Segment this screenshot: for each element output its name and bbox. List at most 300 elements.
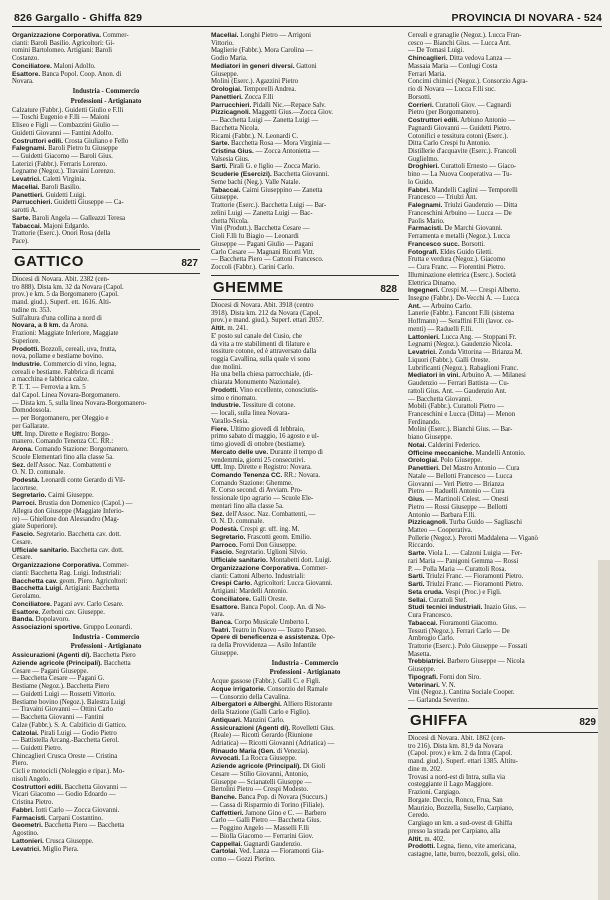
text-line: Segretario. Frascotti geom. Emilio. xyxy=(211,533,312,541)
text-line: Uff. Imp. Dirette e Registro: Novara. xyxy=(211,464,312,472)
page-edge xyxy=(598,560,610,900)
text-line: — Cura Franc. — Fiorentini Pietro. xyxy=(408,264,506,272)
text-line: Falegnami. Baroli Pietro fu Giuseppe xyxy=(12,145,118,153)
text-line: — locali, sulla linea Novara- xyxy=(211,410,290,418)
text-line: Avvocati. La Rocca Giuseppe. xyxy=(211,755,297,763)
text-line: Cristina Gius. — Zocca Antonietta — xyxy=(211,148,320,156)
text-line: Novara. xyxy=(12,78,34,86)
town-heading xyxy=(211,275,399,300)
text-line: Orologiai. Polo Giuseppe. xyxy=(408,457,483,465)
text-line: Lanerie (Fabbr.). Fancont F.lli (sistema xyxy=(408,310,515,318)
text-line: — Guidetti Giacomo — Baroli Gius. xyxy=(12,153,113,161)
text-line: Calze (Fabbr.). S. A. Calzificio di Gattico. xyxy=(12,721,127,729)
text-line: Farmacisti. Carpani Costantino. xyxy=(12,814,103,822)
text-line: Levatrici. Miglio Piera. xyxy=(12,845,79,853)
text-line: Crespi Carlo. Agricoltori: Lucca Giovanni. xyxy=(211,580,333,588)
text-line: vendemmia, giorni 25 consecutivi. xyxy=(211,456,306,464)
text-line: Bertolini Pietro — Crespi Modesto. xyxy=(211,786,309,794)
text-line: lacortese. xyxy=(12,484,38,492)
text-line: Trattorie (Eserc.). Polo Giuseppe — Fossati xyxy=(408,643,528,651)
text-line: Trattorie (Eserc.). Bacchetta Luigi — Bar- xyxy=(211,202,327,210)
text-line: Esattore. Banca Popol. Coop. An. di No- xyxy=(211,603,326,611)
text-line: Fascio. Segretario. Uglioni Silvio. xyxy=(211,549,308,557)
text-line: Banda. Dopolavoro. xyxy=(12,616,70,624)
text-line: fessionale tipo agrario — Scuole Ele- xyxy=(211,495,314,503)
text-line: — Bacchetta Giovanni — Fantini xyxy=(12,714,104,722)
text-line: Cicli e motocicli (Noleggio e ripar.). Mo- xyxy=(12,768,125,776)
text-line: Giovanni — Veri Pietro — Brianza xyxy=(408,480,504,488)
text-line: Domodossola. xyxy=(12,407,52,415)
text-line: Molini (Eserc.). Agazzini Pietro xyxy=(211,78,299,86)
text-line: Vini (Negoz.). Cantina Sociale Cooper. xyxy=(408,689,515,697)
text-line: — Garlanda Severino. xyxy=(408,697,469,705)
text-line: Riccardo. xyxy=(408,542,435,550)
text-line: Notai. Calderini Federico. xyxy=(408,441,481,449)
text-line: Opere di beneficenza e assistenza. Ope- xyxy=(211,634,336,642)
text-line: tro 888). Dista km. 32 da Novara (Capol. xyxy=(12,283,124,291)
text-line: — Bacchetta Luigi — Zanetta Luigi — xyxy=(211,117,319,125)
text-line: Gaudenzio — Ferrari Battista — Cu- xyxy=(408,380,509,388)
text-line: Prodotti. Legna, fieno, vite americana, xyxy=(408,843,517,851)
text-line: Panettieri. Del Mastro Antonio — Cura xyxy=(408,465,520,473)
text-line: Studi tecnici industriali. Inazio Gius. — xyxy=(408,604,526,612)
text-line: Paolis Mario. xyxy=(408,217,445,225)
text-line: Mediatori in generi diversi. Gattoni xyxy=(211,62,317,70)
section-heading: Professioni - Artigianato xyxy=(70,643,142,651)
text-line: Molini (Eserc.). Bianchi Gius. — Bar- xyxy=(408,426,513,434)
text-line: Massaia Maria — Conlugi Costa xyxy=(408,62,498,70)
text-line: Ceredo. xyxy=(408,812,430,820)
town-number: 827 xyxy=(181,257,198,269)
text-line: Cioli F.lli fu Biagio — Leonardi xyxy=(211,233,299,241)
text-line: Pizzicagnoli. Maggetti Gius.—Zocca Giov. xyxy=(211,109,334,117)
text-line: Associazioni sportive. Gruppo Leonardi. xyxy=(12,623,133,631)
text-line: Parrucchieri. Guidetti Giuseppe — Ca- xyxy=(12,199,124,207)
text-line: cianti: Bacchetta Rag. Luigi. Industriali: xyxy=(12,569,122,577)
text-line: Francesco succ. Borsotti. xyxy=(408,240,485,248)
text-line: Esattore. Zerboni cav. Giuseppe. xyxy=(12,608,105,616)
text-line: Gerolamo. xyxy=(12,593,41,601)
text-line: Pietro (per Borgomanero). xyxy=(408,109,480,117)
text-line: Farmacisti. De Marchi Giovanni. xyxy=(408,225,503,233)
text-line: Banca. Corpo Musicale Umberto I. xyxy=(211,618,310,626)
text-line: Levatrici. Zonda Vittorina — Brianza M. xyxy=(408,349,523,357)
text-line: Natale — Bellotti Francesco — Lucca xyxy=(408,472,513,480)
text-line: Cotonifici e tessitura cotoni (Eserc.). xyxy=(408,132,509,140)
text-line: Allegra don Giuseppe (Maggiate Inferio- xyxy=(12,507,124,515)
text-line: Ferdinando. xyxy=(408,418,441,426)
text-line: Diocesi di Novara. Abit. 2382 (cen- xyxy=(12,275,110,283)
text-line: Giuseppe. xyxy=(211,194,239,202)
text-line: Maurizio, Bozzella, Susello, Carpiano, xyxy=(408,804,514,812)
text-line: Organizzazione Corporativa. Commer- xyxy=(211,564,328,572)
text-line: Industrie. Tessiture di cotone. xyxy=(211,402,296,410)
text-line: Tessuti (Negoz.). Ferrari Carlo — De xyxy=(408,627,510,635)
text-line: Seme bachi (Neg.). Valle Natale. xyxy=(211,178,301,186)
town-number: 829 xyxy=(579,716,596,728)
text-line: Chincaglieri. Ditta vedova Lanza — xyxy=(408,55,511,63)
text-line: Podestà. Leonardi conte Gerardo di Vil- xyxy=(12,477,126,485)
text-line: chiarata Monumento Nazionale). xyxy=(211,379,301,387)
text-line: Giuseppe. xyxy=(408,666,436,674)
text-line: Orologiai. Temporelli Andrea. xyxy=(211,86,297,94)
text-line: Godio Maria. xyxy=(211,55,248,63)
text-line: Fabbri. Mandelli Caglini — Temporelli xyxy=(408,186,518,194)
text-line: Cesare — Pagani Giuseppe. xyxy=(12,667,89,675)
text-line: Artigiani: Mardelli Antonio. xyxy=(211,588,288,596)
text-line: Officine meccaniche. Mandelli Antonio. xyxy=(408,449,526,457)
text-line: Ferrari Maria. xyxy=(408,70,447,78)
text-line: Altit. m. 402. xyxy=(408,835,445,843)
text-line: Varallo-Sesia. xyxy=(211,417,249,425)
text-line: Diocesi di Novara. Abit. 1862 (cen- xyxy=(408,734,506,742)
text-line: Teatri. Teatro in Nuovo — Teatro Panseo. xyxy=(211,626,327,634)
text-line: Pizzicagnoli. Turba Guido — Sagliaschi xyxy=(408,519,522,527)
text-line: Giuseppe — Scianatelli Giuseppe — xyxy=(211,778,312,786)
text-line: Conciliatore. Pagani avv. Carlo Cesare. xyxy=(12,600,124,608)
text-line: — per Borgomanero, per Oleggio e xyxy=(12,415,109,423)
text-line: Lattonieri. Lucca Ang. — Stoppani Fr. xyxy=(408,333,517,341)
text-line: Vicari Giacomo — Godio Edoardo — xyxy=(12,791,116,799)
text-line: Ha una bella chiesa parrocchiale, (di- xyxy=(211,371,313,379)
text-line: Pagnardi Giovanni — Guidetti Pietro. xyxy=(408,124,512,132)
column-1 xyxy=(12,32,200,896)
text-line: Legnami (Negoz.). Gaudenzio Nicola. xyxy=(408,341,513,349)
text-line: tudine m. 353. xyxy=(12,306,52,314)
text-line: Caffettieri. Jamone Gino e C. — Barbero xyxy=(211,809,327,817)
text-line: Assicurazioni (Agenti di). Rovelletti Gius. xyxy=(211,724,335,732)
text-line: Fabbri. Iotti Carlo — Zocca Giovanni. xyxy=(12,806,120,814)
text-line: a macchina e fabbrica calze. xyxy=(12,376,89,384)
section-heading: Industria - Commercio xyxy=(72,88,140,96)
text-line: Francesco — Triulzi Ant. xyxy=(408,194,478,202)
text-line: Chincaglieri Crusca Oreste — Cristina xyxy=(12,752,118,760)
text-line: P. T. T. — Ferrovia a km. 5 xyxy=(12,384,86,392)
text-line: Sarte. Baroli Angela — Galleazzi Teresa xyxy=(12,214,126,222)
text-line: Organizzazione Corporativa. Commer- xyxy=(12,562,129,570)
text-line: — Bacchetta Giovanni. xyxy=(408,395,472,403)
text-line: Parroco. Fornì Don Giuseppe. xyxy=(211,541,297,549)
text-line: Hoffmann) — Seraffini F.lli (lavor. ce- xyxy=(408,318,514,326)
text-line: Tabaccai. Caimi Giuseppino — Zanetta xyxy=(211,186,323,194)
text-line: Trebbiatrici. Barbero Giuseppe — Nicola xyxy=(408,658,525,666)
town-number: 828 xyxy=(380,283,397,295)
text-line: Conciliatore. Galli Oreste. xyxy=(211,595,288,603)
text-line: Parroci. Brustia don Domenico (Capol.) — xyxy=(12,500,133,508)
text-line: Conciliatore. Maloni Adolfo. xyxy=(12,62,96,70)
text-line: Acque irrigatorie. Consorzio del Ramale xyxy=(211,685,328,693)
text-line: O. N. D. comunale. xyxy=(12,469,66,477)
text-line: Sellai. Curattoli Stef. xyxy=(408,596,468,604)
text-line: Ditta Carlo Crespi fu Antonio. xyxy=(408,140,491,148)
text-line: — Guidetti Luigi — Rossetti Vittorio. xyxy=(12,690,116,698)
text-line: cianti: Cattoni Alberto. Industriali: xyxy=(211,572,306,580)
text-line: Cesare. xyxy=(12,554,33,562)
text-line: bino — La Nuova Cooperativa — Tu- xyxy=(408,171,512,179)
text-line: Bacchetta Luigi. Artigiani: Bacchetta xyxy=(12,585,120,593)
text-line: Sarte. Bacchetta Rosa — Mora Virginia — xyxy=(211,140,331,148)
text-line: — Bacchetta Cesare — Pagani G. xyxy=(12,675,105,683)
text-line: Calzolai. Pirali Luigi — Godio Pietro xyxy=(12,729,117,737)
text-line: Aziende agricole (Principali). Di Gioli xyxy=(211,763,326,771)
text-line: Macellai. Baroli Basilio. xyxy=(12,183,81,191)
text-line: Borsotti. xyxy=(408,93,432,101)
text-line: Laterizi (Fabbr.). Ferraris Lorenzo. xyxy=(12,160,108,168)
text-line: Illuminazione elettrica (Eserc.). Società xyxy=(408,271,516,279)
text-line: rio di Novara — Lucca F.lli suc. xyxy=(408,86,496,94)
text-line: della Stazione (Galli Carlo e Figlio). xyxy=(211,709,311,717)
text-line: Corrieri. Curattoli Giov. — Cagnardi xyxy=(408,101,512,109)
text-line: Tabaccai. Fioramonti Giacomo. xyxy=(408,619,498,627)
text-line: Geometri. Bacchetta Piero — Bacchetta xyxy=(12,822,125,830)
text-line: Cristina Pietro. xyxy=(12,799,54,807)
text-line: Acque gassose (Fabbr.). Galli C. e Figli. xyxy=(211,678,321,686)
text-line: Lubrificanti (Negoz.). Rabaglioni Franc. xyxy=(408,364,519,372)
text-line: Falegnami. Triulzi Gaudenzio — Ditta xyxy=(408,202,518,210)
text-line: nisoli Angelo. xyxy=(12,775,51,783)
text-line: Comando Tenenza CC. RR.: Novara. xyxy=(211,472,321,480)
text-line: chetta Nicola. xyxy=(211,217,249,225)
text-line: rari Maria — Panigoni Gemma — Rossi xyxy=(408,557,519,565)
text-line: Bestiame (Negoz.). Bacchetta Piero xyxy=(12,683,110,691)
text-line: Liquori (Fabbr.). Galli Oreste. xyxy=(408,356,490,364)
text-line: Costruttori edili. Arbiuno Antonio — xyxy=(408,117,515,125)
section-heading: Professioni - Artigianato xyxy=(70,97,142,105)
text-line: Sarte. Viola L. — Calzoni Luigia — Fer- xyxy=(408,550,523,558)
text-line: mentari fino alla classe 5a. xyxy=(211,502,284,510)
text-line: Pollerie (Negoz.). Perotti Maddalena — Viganò xyxy=(408,534,538,542)
text-line: Piero. xyxy=(12,760,29,768)
text-line: Costruttori edili. Crosta Giuliano e Fello xyxy=(12,137,129,145)
text-line: Prodotti. Bozzoli, cereali, uva, frutta, xyxy=(12,345,117,353)
text-line: Levatrici. Caletti Virginia. xyxy=(12,176,87,184)
page-header xyxy=(14,9,602,27)
town-name: GHIFFA xyxy=(410,711,468,729)
text-line: Scuderie (Esercizi). Bacchetta Giovanni. xyxy=(211,171,330,179)
text-line: Borgate. Deccio, Ronco, Frua, San xyxy=(408,796,503,804)
text-line: — Travaini Giovanni — Ottini Carlo xyxy=(12,706,114,714)
text-line: Ant. — Arbuino Carlo. xyxy=(408,302,472,310)
text-line: Albergatori e Alberghi. Alfiero Ristorante xyxy=(211,701,333,709)
text-line: Franceschini e Lucca (Ditta) — Menon xyxy=(408,410,516,418)
text-line: Prodotti. Vino eccellente, conosciutis- xyxy=(211,386,318,394)
text-line: mand. giud.). Superf. ett. 1616. Alti- xyxy=(12,299,112,307)
text-line: dine m. 202. xyxy=(408,765,442,773)
text-line: Podestà. Crespi gr. uff. ing. M. xyxy=(211,526,300,534)
text-line: (Reale) — Ricotti Gerardo (Riunione xyxy=(211,732,313,740)
text-line: Droghieri. Curattoli Ernesto — Giaco- xyxy=(408,163,517,171)
text-line: tessiture cotone, ed è attraversato dalla xyxy=(211,348,317,356)
text-line: Veterinari. V. N. xyxy=(408,681,456,689)
text-line: Cereali e granaglie (Negoz.). Lucca Fran- xyxy=(408,32,522,39)
text-line: Zoccoli (Fabbr.). Carini Carlo. xyxy=(211,264,295,272)
text-line: simo e rinomato. xyxy=(211,394,257,402)
text-line: Vittorio. xyxy=(211,39,234,47)
text-line: costeggiante il Lago Maggiore. xyxy=(408,781,493,789)
text-line: Insegne (Fabbr.). De-Vecchi A. — Lucca xyxy=(408,294,520,302)
text-line: Industrie. Commercio di vino, legna, xyxy=(12,361,117,368)
text-line: nova, pollame e bestiame bovino. xyxy=(12,353,104,361)
text-line: Cappellai. Gagnardi Gaudenzio. xyxy=(211,840,302,848)
text-line: Franceschini Arbuino — Lucca — De xyxy=(408,209,512,217)
text-line: P. — Polla Maria — Curattoli Rosa. xyxy=(408,565,507,573)
text-line: Superiore. xyxy=(12,337,41,345)
text-line: Pace). xyxy=(12,238,29,246)
text-line: R. Corso second. di Avviam. Pro- xyxy=(211,487,303,495)
town-name: GHEMME xyxy=(213,278,284,296)
text-line: ra della Provvidenza — Asilo Infantile xyxy=(211,642,317,650)
text-line: Assicurazioni (Agenti di). Bacchetta Piero xyxy=(12,652,136,660)
text-line: Costruttori edili. Bacchetta Giovanni — xyxy=(12,783,127,791)
text-line: Trovasi a nord-est di Intra, sulla via xyxy=(408,773,505,781)
text-line: Mobili (Fabbr.). Curattoli Pietro — xyxy=(408,403,504,411)
text-line: Parrucchieri. Pidalli Nic.—Repace Salv. xyxy=(211,101,326,109)
text-line: Scuole Elementari fino alla classe 5a. xyxy=(12,453,114,461)
text-line: tro 216). Dista km. 81,9 da Novara xyxy=(408,742,503,750)
text-line: dà vita a tre stabilimenti di filature e xyxy=(211,340,310,348)
section-heading: Professioni - Artigianato xyxy=(269,669,341,677)
text-line: manero. Comando Tenenza CC. RR.: xyxy=(12,438,114,446)
text-line: Eliseo e Figli — Combazzini Giulio — xyxy=(12,122,119,130)
town-heading xyxy=(12,249,200,274)
column-2 xyxy=(211,32,399,896)
text-line: Sull'altura d'una collina a nord di xyxy=(12,314,102,322)
text-line: prov.) e mand. giud.). Superf. ettari 2057. xyxy=(211,317,324,325)
text-line: Vini (Produtt.). Bacchetta Cesare — xyxy=(211,225,310,233)
text-line: cereali e bestiame. Fabbrica di ricami xyxy=(12,368,114,376)
text-line: Frazioni: Maggiate Inferiore, Maggiate xyxy=(12,330,119,338)
text-line: Cesare — Stilio Giovanni, Antonio, xyxy=(211,770,309,778)
text-line: Tipografi. Forni don Siro. xyxy=(408,673,481,681)
text-line: Fascio. Segretario. Bacchetta cav. dott. xyxy=(12,531,121,539)
text-line: Matteo — Cooperativa. xyxy=(408,527,473,534)
text-line: prov.) e km. 5 da Borgomanero (Capol. xyxy=(12,291,119,299)
text-line: Cura Francesco. xyxy=(408,612,453,620)
text-line: Arona. Comando Stazione: Borgomanero. xyxy=(12,446,129,454)
text-line: castagne, latte, burro, bozzoli, gelsi, olio. xyxy=(408,851,520,858)
text-line: como — Gozzi Pierino. xyxy=(211,856,276,863)
text-line: Pietro — Raduelli Antonio — Cura xyxy=(408,488,505,496)
text-line: Seta cruda. Vespi (Proc.) e Figli. xyxy=(408,588,502,596)
text-line: E' posto sul canale del Cusio, che xyxy=(211,332,302,340)
text-line: Distillerie d'acquavite (Eserc.). Francoli xyxy=(408,148,517,156)
text-line: Giuseppe. xyxy=(211,70,239,78)
text-line: Carlo Cesare — Magnani Ricotti Vitt. xyxy=(211,248,315,256)
text-line: Sarti. Pirali G. e figlio — Zocca Mario. xyxy=(211,163,321,171)
column-3 xyxy=(408,32,598,896)
text-line: Ferramenta e metalli (Negoz.). Lucca xyxy=(408,233,510,241)
text-line: Comando Stazione: Ghemme. xyxy=(211,479,293,487)
text-line: Legname (Negoz.). Travaini Lorenzo. xyxy=(12,168,116,176)
text-line: — Poggino Angelo — Masselli F.lli xyxy=(211,825,310,833)
text-line: Organizzazione Corporativa. Commer- xyxy=(12,32,129,39)
text-line: timo giovedì di ottobre (bestiame). xyxy=(211,441,306,449)
text-line: Mercato delle uve. Durante il tempo di xyxy=(211,448,323,456)
text-line: Valsesia Gius. xyxy=(211,155,250,163)
text-line: — Battistella Arcang.-Bacchetta Gerol. xyxy=(12,737,120,745)
text-line: Diocesi di Novara. Abit. 3918 (centro xyxy=(211,301,314,309)
header-left: 826 Gargallo - Ghiffa 829 xyxy=(14,12,143,24)
text-line: Bacchetta Nicola. xyxy=(211,124,260,132)
text-line: Costanzo. xyxy=(12,55,39,63)
text-line: menti) — Raduelli F.lli. xyxy=(408,325,473,333)
text-line: Bestiame bovino (Negoz.). Balestra Luigi xyxy=(12,698,126,706)
text-line: vara. xyxy=(211,611,225,619)
text-line: Frutta e verdura (Negoz.). Giacomo xyxy=(408,256,506,264)
text-line: cesco — Bianchi Gius. — Lucca Ant. xyxy=(408,39,511,47)
text-line: Ricami (Fabbr.). N. Leonardi C. xyxy=(211,132,299,140)
text-line: Mediatori in vini. Arbuino A. — Milanesi xyxy=(408,372,526,380)
text-line: — Toschi Eugenio e F.lli — Maioni xyxy=(12,114,110,122)
text-line: Fiere. Ultimo giovedì di febbraio, xyxy=(211,425,305,433)
text-line: Ufficiale sanitario. Montabetti dott. Luigi. xyxy=(211,557,332,565)
text-line: Calzature (Fabbr.). Guidetti Giulio e F.lli xyxy=(12,106,124,114)
text-line: Antonio — Barbara F.lli. xyxy=(408,511,476,519)
text-line: giate Superiore). xyxy=(12,523,58,531)
text-line: Trattorie (Eserc.). Onori Rosa (della xyxy=(12,230,111,238)
text-line: Guglielmo. xyxy=(408,155,439,163)
text-line: roggia Cavallina, sulla quale vi sono xyxy=(211,356,311,363)
text-line: — Biolla Giacomo — Ferrarini Giov. xyxy=(211,832,314,840)
text-line: — Guidetti Pietro. xyxy=(12,744,63,752)
text-line: 3918). Dista km. 212 da Novara (Capol. xyxy=(211,309,321,317)
text-line: lo Guido. xyxy=(408,178,434,186)
text-line: — Cassa di Risparmio di Torino (Filiale). xyxy=(211,801,325,809)
text-line: Ufficiale sanitario. Bacchetta cav. dott. xyxy=(12,546,124,554)
section-heading: Industria - Commercio xyxy=(271,659,339,667)
text-line: Frazioni. Cargiago. xyxy=(408,789,461,797)
text-line: Pietro — Rossi Giuseppe — Bellotti xyxy=(408,503,508,511)
text-line: Novara, a 8 km. da Arona. xyxy=(12,322,89,330)
text-line: biano Giuseppe. xyxy=(408,434,453,442)
text-line: Sez. dell'Assoc. Naz. Combattenti, — xyxy=(211,510,316,518)
text-line: Fotografi. Eldes Guido Gletti. xyxy=(408,248,493,256)
text-line: Sarti. Triulzi Franc. — Fioramonti Pietro. xyxy=(408,581,524,589)
text-line: Segretario. Caimi Giuseppe. xyxy=(12,492,94,500)
text-line: Cargiago un km. a sud-ovest di Ghiffa xyxy=(408,820,513,828)
text-line: Giuseppe — Pagani Giulio — Pagani xyxy=(211,240,314,248)
text-line: Sarti. Triulzi Franc. — Fioramonti Pietro. xyxy=(408,573,524,581)
text-line: Adriatica) — Ricotti Giovanni (Adriatica) — xyxy=(211,739,335,747)
text-line: Macellai. Longhi Pietro — Arrigoni xyxy=(211,32,311,39)
text-line: presso la strada per Carpiano, alla xyxy=(408,827,501,835)
header-rule xyxy=(12,26,602,27)
text-line: dal Capol. Linea Novara-Borgomanero. xyxy=(12,391,121,399)
text-line: Masetta. xyxy=(408,650,432,658)
text-line: Sez. dell'Assoc. Naz. Combattenti e xyxy=(12,461,111,469)
text-line: romini Bartolomeo. Artigiani: Baroli xyxy=(12,47,113,55)
header-right: PROVINCIA DI NOVARA - 524 xyxy=(451,12,602,24)
text-line: Concimi chimici (Negoz.). Consorzio Agra- xyxy=(408,78,528,86)
text-line: Ingegneri. Crespi M. — Crespi Alberto. xyxy=(408,287,521,295)
text-line: Esattore. Banca Popol. Coop. Anon. di xyxy=(12,70,122,78)
text-line: mand. giud.). Superf. ettari 1385. Altitu- xyxy=(408,758,518,766)
text-line: — Consorzio della Cavalina. xyxy=(211,693,290,701)
text-line: Elettrica Dinamo. xyxy=(408,279,457,287)
text-line: (Capol. prov.) e km. 2 da Intra (Capol. xyxy=(408,750,513,758)
text-line: Gius. — Martinoli Celest. — Onesti xyxy=(408,496,509,504)
text-line: Ambrogio Carlo. xyxy=(408,635,455,643)
text-line: Guidetti Giovanni — Fantini Adolfo. xyxy=(12,129,114,137)
text-line: Altit. m. 241. xyxy=(211,325,248,333)
text-line: cianti: Baroli Basilio. Agricoltori: Gi- xyxy=(12,39,115,47)
text-line: — Bacchetta Piero — Cattoni Francesco. xyxy=(211,256,324,264)
text-line: re) — Ghiellone don Alessandro (Mag- xyxy=(12,515,120,523)
text-line: Tabaccai. Majoni Edgardo. xyxy=(12,222,90,230)
text-line: Lattonieri. Crusca Giuseppe. xyxy=(12,837,94,845)
text-line: Panettieri. Zocca F.lli xyxy=(211,93,274,101)
text-line: O. N. D. comunale. xyxy=(211,518,265,526)
